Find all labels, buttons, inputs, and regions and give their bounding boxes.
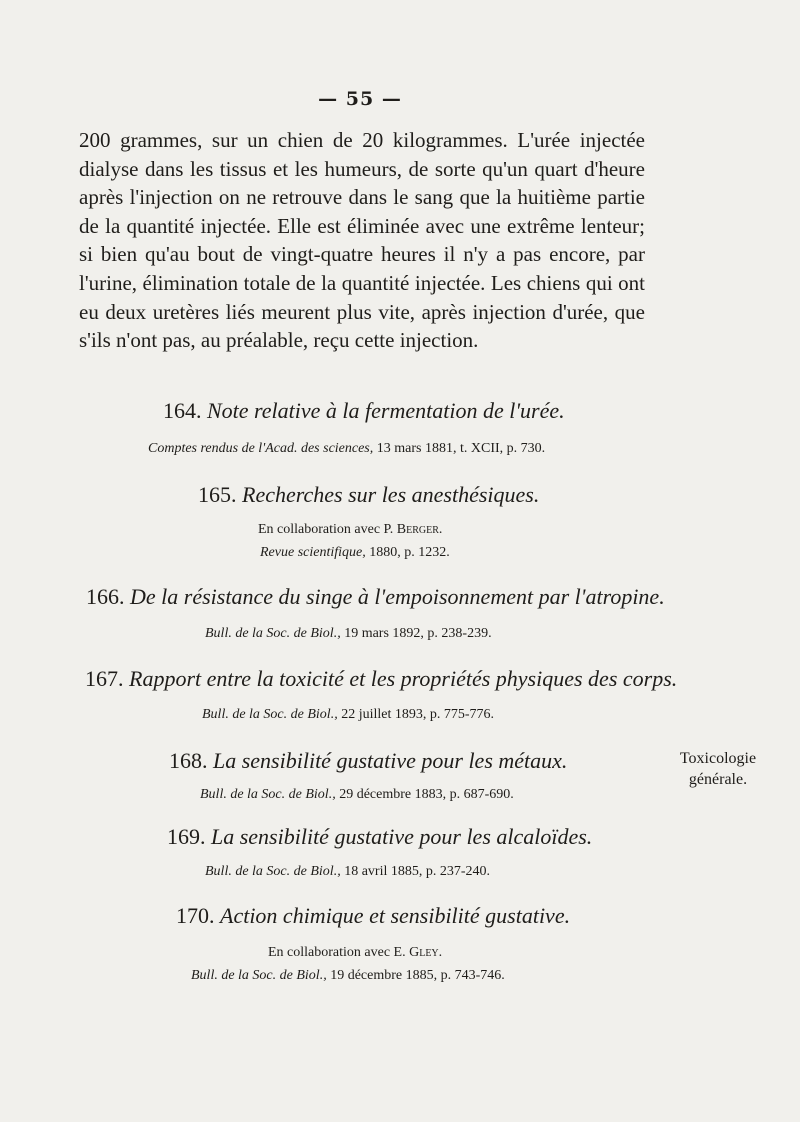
entry-169-reference xyxy=(205,864,490,880)
reference-journal: Bull. de la Soc. de Biol., xyxy=(205,864,341,879)
entry-number: 169. xyxy=(167,824,206,849)
reference-details: 18 avril 1885, p. 237-240. xyxy=(340,864,491,879)
reference-journal: Bull. de la Soc. de Biol., xyxy=(191,968,327,983)
entry-170-collaboration xyxy=(268,945,442,961)
entry-title-text: La sensibilité gustative pour les alcaloïdes. xyxy=(211,824,593,849)
entry-168-title xyxy=(169,748,567,774)
margin-note-line-1: Toxicologie xyxy=(679,750,757,767)
body-paragraph: 200 grammes, sur un chien de 20 kilogrammes. L'urée injectée dialyse dans les tissus et les humeurs, de sorte qu'un quart d'heure après l'injection on ne retrouve dans le sang que la huitième partie de la quantité injectée. Elle est éliminée avec une extrême lenteur; si bien qu'au bout de vingt-quatre heures il n'y a pas encore, par l'urine, élimination totale de la quantité injectée. Les chiens qui ont eu deux uretères liés meurent plus vite, après injection d'urée, que s'ils n'ont pas, au préalable, reçu cette injection. xyxy=(79,128,645,353)
reference-details: 29 décembre 1883, p. 687-690. xyxy=(335,787,514,802)
entry-166-reference xyxy=(205,626,492,642)
entry-169-title xyxy=(167,824,592,850)
collaborator-name: Gley. xyxy=(409,945,443,960)
entry-165-title xyxy=(198,482,539,508)
reference-details: 19 décembre 1885, p. 743-746. xyxy=(326,968,505,983)
entry-164-reference xyxy=(148,441,545,457)
collaboration-prefix: En collaboration avec P. xyxy=(258,522,397,537)
reference-journal: Revue scientifique, xyxy=(260,545,366,560)
reference-journal: Bull. de la Soc. de Biol., xyxy=(202,707,338,722)
reference-details: 22 juillet 1893, p. 775-776. xyxy=(337,707,495,722)
reference-journal: Comptes rendus de l'Acad. des sciences, xyxy=(148,441,374,456)
entry-167-title xyxy=(85,666,677,692)
reference-details: 13 mars 1881, t. XCII, p. 730. xyxy=(373,441,546,456)
entry-title-text: Rapport entre la toxicité et les propriétés physiques des corps. xyxy=(129,666,678,691)
entry-165-reference xyxy=(260,545,450,561)
entry-number: 170. xyxy=(176,903,215,928)
entry-number: 164. xyxy=(163,398,202,423)
reference-details: 19 mars 1892, p. 238-239. xyxy=(340,626,492,641)
entry-title-text: La sensibilité gustative pour les métaux. xyxy=(213,748,568,773)
reference-journal: Bull. de la Soc. de Biol., xyxy=(205,626,341,641)
entry-167-reference xyxy=(202,707,494,723)
entry-number: 167. xyxy=(85,666,124,691)
entry-166-title xyxy=(86,584,665,610)
entry-164-title xyxy=(163,398,565,424)
collaboration-prefix: En collaboration avec E. xyxy=(268,945,410,960)
entry-title-text: Recherches sur les anesthésiques. xyxy=(242,482,540,507)
page-number: — 55 — xyxy=(318,88,402,110)
entry-number: 165. xyxy=(198,482,237,507)
margin-note-line-2: générale. xyxy=(688,771,748,788)
entry-title-text: De la résistance du singe à l'empoisonnement par l'atropine. xyxy=(130,584,665,609)
margin-note xyxy=(668,748,768,790)
reference-journal: Bull. de la Soc. de Biol., xyxy=(200,787,336,802)
entry-168-reference xyxy=(200,787,514,803)
entry-title-text: Action chimique et sensibilité gustative. xyxy=(220,903,571,928)
entry-170-reference xyxy=(191,968,505,984)
entry-number: 168. xyxy=(169,748,208,773)
entry-165-collaboration xyxy=(258,522,442,538)
reference-details: 1880, p. 1232. xyxy=(365,545,450,560)
collaborator-name: Berger. xyxy=(396,522,443,537)
entry-title-text: Note relative à la fermentation de l'urée. xyxy=(207,398,565,423)
entry-number: 166. xyxy=(86,584,125,609)
entry-170-title xyxy=(176,903,570,929)
